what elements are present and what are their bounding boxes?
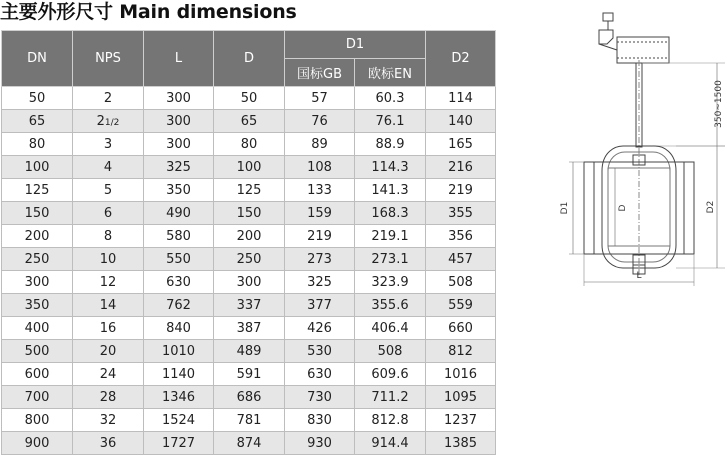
cell-d1-en: 711.2 [355,386,426,409]
cell-l: 580 [144,225,214,248]
table-row [2,317,496,340]
cell-d1-gb: 530 [285,340,355,363]
cell-d1-en: 406.4 [355,317,426,340]
cell-d1-gb: 830 [285,409,355,432]
table-row [2,432,496,455]
cell-d1-en: 273.1 [355,248,426,271]
table-row [2,87,496,110]
cell-d: 250 [214,248,285,271]
cell-dn: 900 [2,432,73,455]
cell-nps: 21/2 [73,110,144,133]
header-d1-gb: 国标GB [285,59,355,87]
cell-d: 150 [214,202,285,225]
cell-l: 300 [144,87,214,110]
cell-d: 874 [214,432,285,455]
cell-l: 350 [144,179,214,202]
cell-nps: 20 [73,340,144,363]
header-d2: D2 [426,31,496,87]
cell-dn: 700 [2,386,73,409]
table-row [2,179,496,202]
header-l: L [144,31,214,87]
header-d: D [214,31,285,87]
cell-nps: 14 [73,294,144,317]
cell-l: 1346 [144,386,214,409]
l-label: L [636,271,642,281]
cell-d2: 356 [426,225,496,248]
cell-dn: 250 [2,248,73,271]
cell-nps: 36 [73,432,144,455]
cell-nps: 4 [73,156,144,179]
cell-d: 591 [214,363,285,386]
cell-d1-en: 168.3 [355,202,426,225]
actuator-box-icon [617,37,669,63]
cell-d1-en: 76.1 [355,110,426,133]
cell-l: 300 [144,110,214,133]
cell-d1-en: 609.6 [355,363,426,386]
cell-dn: 100 [2,156,73,179]
cell-d1-en: 355.6 [355,294,426,317]
d1-label: D1 [560,201,570,215]
d2-label: D2 [706,200,716,214]
table-row [2,271,496,294]
cell-d1-gb: 57 [285,87,355,110]
cell-dn: 350 [2,294,73,317]
cell-d1-en: 114.3 [355,156,426,179]
cell-l: 490 [144,202,214,225]
cell-d: 686 [214,386,285,409]
cell-d1-en: 60.3 [355,87,426,110]
cell-nps: 28 [73,386,144,409]
cell-d1-gb: 377 [285,294,355,317]
table-body [2,87,496,455]
cell-l: 630 [144,271,214,294]
cell-l: 1727 [144,432,214,455]
cell-l: 1010 [144,340,214,363]
cell-d1-gb: 730 [285,386,355,409]
cell-d2: 1095 [426,386,496,409]
cell-d1-gb: 630 [285,363,355,386]
cell-d2: 508 [426,271,496,294]
cell-d1-en: 914.4 [355,432,426,455]
header-d1: D1 [285,31,426,59]
cell-nps: 24 [73,363,144,386]
cell-d1-gb: 930 [285,432,355,455]
table-row [2,110,496,133]
cell-d1-gb: 76 [285,110,355,133]
cell-dn: 400 [2,317,73,340]
table-row [2,248,496,271]
cell-d2: 1385 [426,432,496,455]
cell-dn: 600 [2,363,73,386]
cell-d: 200 [214,225,285,248]
cell-d: 337 [214,294,285,317]
cell-d: 50 [214,87,285,110]
stem-dimension-label: 350~1500 [714,80,724,128]
cell-d1-en: 219.1 [355,225,426,248]
cell-d2: 219 [426,179,496,202]
dimensions-table [1,30,496,455]
header-d1-en: 欧标EN [355,59,426,87]
cell-d2: 114 [426,87,496,110]
table-row [2,386,496,409]
cell-nps: 32 [73,409,144,432]
cell-d2: 559 [426,294,496,317]
cell-l: 840 [144,317,214,340]
cell-d1-gb: 325 [285,271,355,294]
cell-nps: 16 [73,317,144,340]
d-label: D [618,204,628,212]
actuator-cap-icon [603,13,613,21]
cell-nps: 5 [73,179,144,202]
cell-nps: 6 [73,202,144,225]
cell-nps: 12 [73,271,144,294]
table-row [2,225,496,248]
cell-d1-gb: 133 [285,179,355,202]
valve-drawing [555,0,727,290]
cell-d: 781 [214,409,285,432]
cell-d: 300 [214,271,285,294]
cell-dn: 300 [2,271,73,294]
cell-d: 80 [214,133,285,156]
cell-l: 550 [144,248,214,271]
cell-d1-gb: 426 [285,317,355,340]
table-row [2,409,496,432]
cell-l: 300 [144,133,214,156]
cell-d: 489 [214,340,285,363]
cell-d2: 1237 [426,409,496,432]
cell-nps: 8 [73,225,144,248]
cell-d1-gb: 89 [285,133,355,156]
cell-l: 762 [144,294,214,317]
cell-d2: 165 [426,133,496,156]
cell-d1-en: 812.8 [355,409,426,432]
cell-d: 125 [214,179,285,202]
cell-dn: 80 [2,133,73,156]
cell-d1-gb: 273 [285,248,355,271]
cell-d2: 140 [426,110,496,133]
cell-d2: 216 [426,156,496,179]
actuator-elbow-icon [599,30,613,44]
cell-d1-en: 508 [355,340,426,363]
cell-d2: 355 [426,202,496,225]
cell-d2: 812 [426,340,496,363]
cell-dn: 65 [2,110,73,133]
cell-d1-en: 323.9 [355,271,426,294]
cell-dn: 50 [2,87,73,110]
table-row [2,363,496,386]
cell-d1-en: 88.9 [355,133,426,156]
cell-l: 1140 [144,363,214,386]
cell-dn: 200 [2,225,73,248]
cell-d2: 660 [426,317,496,340]
cell-d1-gb: 108 [285,156,355,179]
cell-dn: 125 [2,179,73,202]
cell-d: 387 [214,317,285,340]
cell-nps: 2 [73,87,144,110]
cell-d1-en: 141.3 [355,179,426,202]
table-row [2,340,496,363]
table-row [2,202,496,225]
cell-dn: 150 [2,202,73,225]
cell-d: 65 [214,110,285,133]
cell-l: 325 [144,156,214,179]
cell-l: 1524 [144,409,214,432]
header-nps: NPS [73,31,144,87]
table-row [2,133,496,156]
cell-d1-gb: 219 [285,225,355,248]
cell-d1-gb: 159 [285,202,355,225]
table-row [2,294,496,317]
cell-nps: 10 [73,248,144,271]
cell-dn: 500 [2,340,73,363]
cell-d2: 457 [426,248,496,271]
table-row [2,156,496,179]
cell-nps: 3 [73,133,144,156]
cell-dn: 800 [2,409,73,432]
cell-d: 100 [214,156,285,179]
cell-d2: 1016 [426,363,496,386]
header-dn: DN [2,31,73,87]
page-title: 主要外形尺寸 Main dimensions [0,1,297,23]
